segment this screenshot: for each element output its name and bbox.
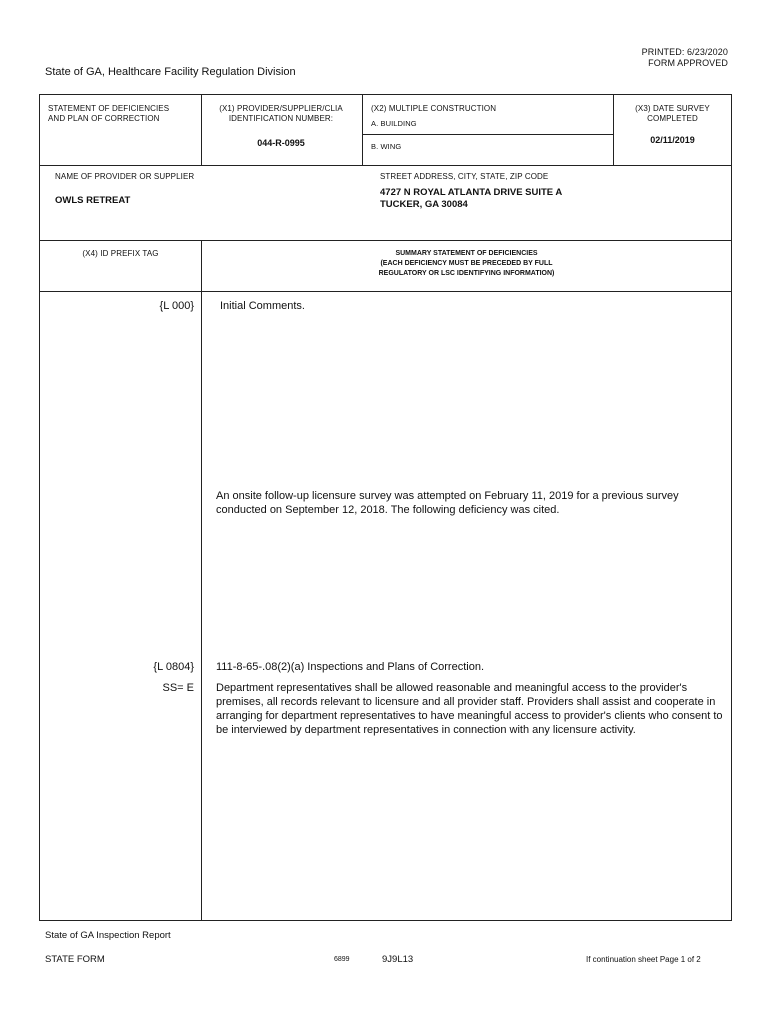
continuation-note: If continuation sheet Page 1 of 2 [586,955,701,964]
x2-label: (X2) MULTIPLE CONSTRUCTION [371,104,497,113]
division-title: State of GA, Healthcare Facility Regulation Division [45,66,296,78]
printed-date: PRINTED: 6/23/2020 [641,47,728,57]
rule-text: Department representatives shall be allowed reasonable and meaningful access to the provider's premises, all records relevant to licensure and all provider staff. Providers shall assist and cooperate in arranging for department representatives to have meaningful access to provider's clients who consent to be interviewed by department representatives in connection with any licensure activity. [216,682,723,736]
x3-label: (X3) DATE SURVEY COMPLETED [635,104,710,123]
x4-label: (X4) ID PREFIX TAG [82,249,159,258]
rule-title: 111-8-65-.08(2)(a) Inspections and Plans of Correction. [216,661,485,673]
tag-l0804: {L 0804} [153,661,194,673]
state-form: STATE FORM [45,954,105,965]
row1-div2 [362,94,363,166]
row3-bottom [39,291,732,292]
provider-name-label: NAME OF PROVIDER OR SUPPLIER [55,172,195,181]
frame-left [39,94,40,921]
form-approved: FORM APPROVED [648,58,728,68]
address-label: STREET ADDRESS, CITY, STATE, ZIP CODE [380,172,549,181]
statement-label: STATEMENT OF DEFICIENCIES AND PLAN OF CORRECTION [48,104,170,123]
address-line1: 4727 N ROYAL ATLANTA DRIVE SUITE A [380,187,563,198]
frame-right [731,94,732,921]
report-name: State of GA Inspection Report [45,930,171,941]
x2-building: A. BUILDING [371,119,417,128]
row1-div1 [201,94,202,166]
x1-value: 044-R-0995 [257,138,305,148]
survey-text: An onsite follow-up licensure survey was attempted on February 11, 2019 for a previous survey conducted on September 12, 2018. The following deficiency was cited. [216,490,679,516]
frame-bottom [39,920,732,921]
row2-bottom [39,240,732,241]
frame-top [39,94,732,95]
x1-label: (X1) PROVIDER/SUPPLIER/CLIA IDENTIFICATION NUMBER: [219,104,343,123]
tag-scope-severity: SS= E [162,682,194,694]
row1-bottom [39,165,732,166]
initial-comments: Initial Comments. [220,300,305,312]
x2-wing: B. WING [371,142,402,151]
form-number: 6899 [334,956,350,963]
x1-underline [362,134,613,135]
tag-l000: {L 000} [159,300,194,312]
tag-column-divider [201,240,202,921]
event-id: 9J9L13 [382,954,414,965]
address-line2: TUCKER, GA 30084 [380,199,468,210]
provider-name: OWLS RETREAT [55,195,131,206]
summary-label: SUMMARY STATEMENT OF DEFICIENCIES (EACH DEFICIENCY MUST BE PRECEDED BY FULL REGULATORY OR LSC IDENTIFYING INFORMATION) [378,250,555,277]
x3-value: 02/11/2019 [650,135,695,145]
